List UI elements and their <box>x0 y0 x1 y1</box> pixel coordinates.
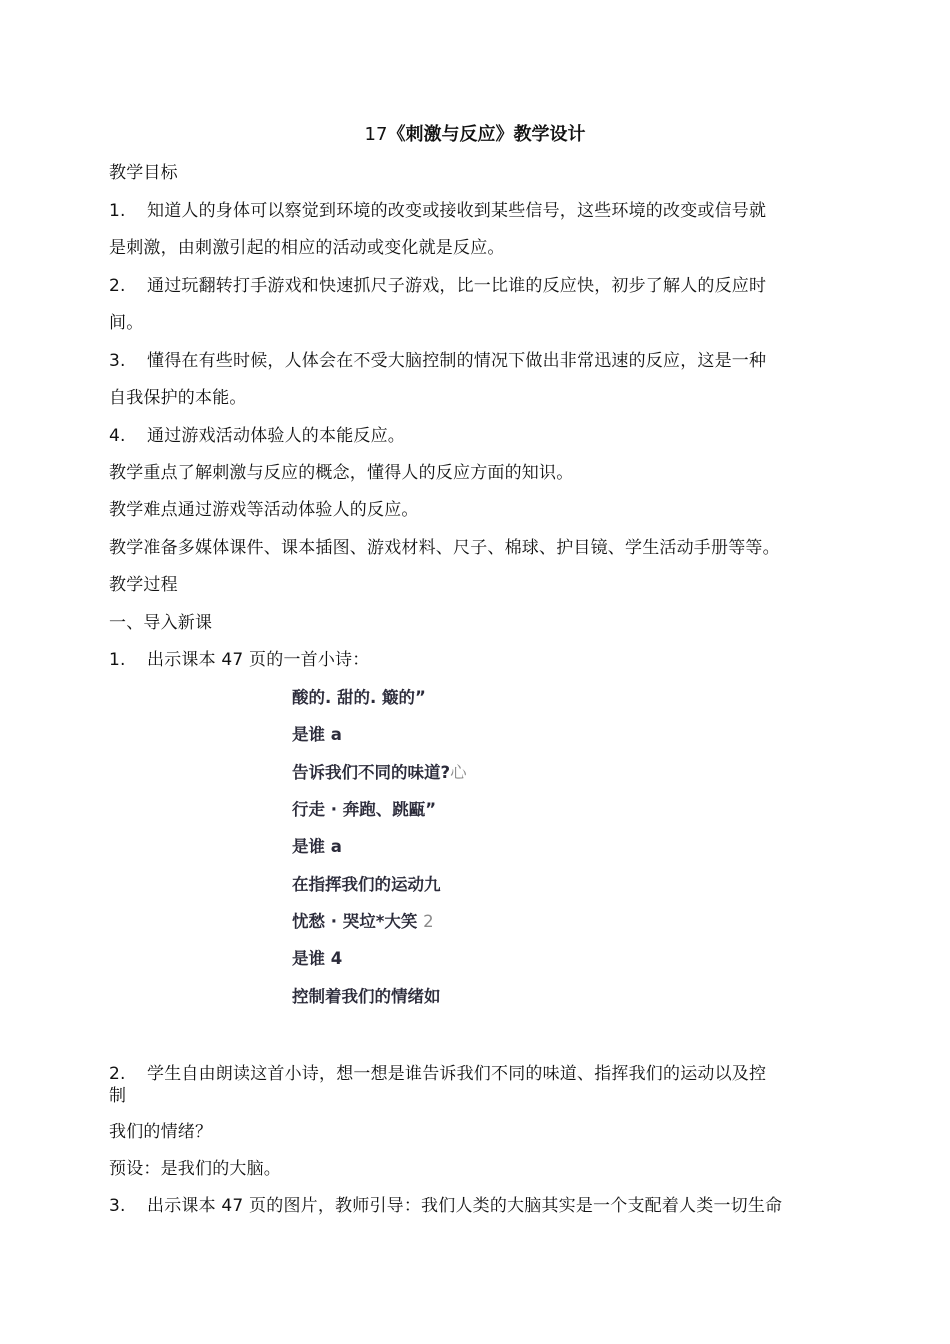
step-2-line-1b: 制 <box>109 1086 127 1106</box>
poem-line-4-text: 行走 · 奔跑、跳甌” <box>292 800 437 819</box>
objective-2-number: 2. <box>109 276 126 296</box>
poem-line-6 <box>292 874 441 896</box>
objective-1-line-2: 是刺激，由刺激引起的相应的活动或变化就是反应。 <box>109 238 505 258</box>
step-2-number: 2. <box>109 1064 126 1084</box>
objective-2-text: 通过玩翻转打手游戏和快速抓尺子游戏，比一比谁的反应快，初步了解人的反应时 <box>147 276 767 296</box>
difficulty: 教学难点通过游戏等活动体验人的反应。 <box>109 500 419 520</box>
step-3-text: 出示课本 47 页的图片，教师引导：我们人类的大脑其实是一个支配着人类一切生命 <box>147 1196 783 1216</box>
step-1 <box>109 649 369 671</box>
poem-line-1-text: 酸的. 甜的. 簸的” <box>292 688 426 707</box>
poem-line-3-extra: 心 <box>450 763 467 782</box>
objective-4-number: 4. <box>109 426 126 446</box>
objective-2-line-1 <box>109 275 766 297</box>
poem-line-9-text: 控制着我们的情绪如 <box>292 987 441 1006</box>
step-1-number: 1. <box>109 650 126 670</box>
objective-4-line-1 <box>109 425 405 447</box>
poem-line-8-text: 是谁 4 <box>292 949 343 968</box>
part1-heading: 一、导入新课 <box>109 613 213 633</box>
poem-line-7 <box>292 911 434 933</box>
objective-3-line-2: 自我保护的本能。 <box>109 388 247 408</box>
objective-1-text: 知道人的身体可以察觉到环境的改变或接收到某些信号，这些环境的改变或信号就 <box>147 201 767 221</box>
poem-line-1 <box>292 687 426 709</box>
poem-line-5-text: 是谁 a <box>292 837 342 856</box>
step-2-line-2: 我们的情绪？ <box>109 1122 213 1142</box>
step-3-number: 3. <box>109 1196 126 1216</box>
step-2-line-1 <box>109 1063 766 1085</box>
preset: 预设：是我们的大脑。 <box>109 1159 281 1179</box>
document-title <box>0 123 950 147</box>
objective-3-text: 懂得在有些时候，人体会在不受大脑控制的情况下做出非常迅速的反应，这是一种 <box>147 351 767 371</box>
objective-3-number: 3. <box>109 351 126 371</box>
objective-2-line-2: 间。 <box>109 313 144 333</box>
poem-line-7-text: 忧愁 · 哭垃*大笑 <box>292 912 424 931</box>
key-point: 教学重点了解刺激与反应的概念，懂得人的反应方面的知识。 <box>109 463 574 483</box>
poem-line-5 <box>292 836 342 858</box>
poem-line-9 <box>292 986 441 1008</box>
poem-line-4 <box>292 799 436 821</box>
title-number: 17 <box>364 124 388 145</box>
poem-line-7-extra: 2 <box>423 912 434 931</box>
poem-line-2 <box>292 724 342 746</box>
poem-line-8 <box>292 948 342 970</box>
poem-line-3-text: 告诉我们不同的味道? <box>292 763 451 782</box>
objective-1-line-1 <box>109 200 766 222</box>
objectives-heading: 教学目标 <box>109 163 178 183</box>
preparation: 教学准备多媒体课件、课本插图、游戏材料、尺子、棉球、护目镜、学生活动手册等等。 <box>109 538 780 558</box>
process-heading: 教学过程 <box>109 575 178 595</box>
step-2-text: 学生自由朗读这首小诗，想一想是谁告诉我们不同的味道、指挥我们的运动以及控 <box>147 1064 767 1084</box>
poem-line-6-text: 在指挥我们的运动九 <box>292 875 441 894</box>
objective-4-text: 通过游戏活动体验人的本能反应。 <box>147 426 405 446</box>
poem-line-2-text: 是谁 a <box>292 725 342 744</box>
poem-line-3 <box>292 762 467 784</box>
title-text: 《刺激与反应》教学设计 <box>387 124 586 145</box>
step-1-text: 出示课本 47 页的一首小诗： <box>147 650 370 670</box>
objective-1-number: 1. <box>109 201 126 221</box>
step-3 <box>109 1195 782 1217</box>
objective-3-line-1 <box>109 350 766 372</box>
